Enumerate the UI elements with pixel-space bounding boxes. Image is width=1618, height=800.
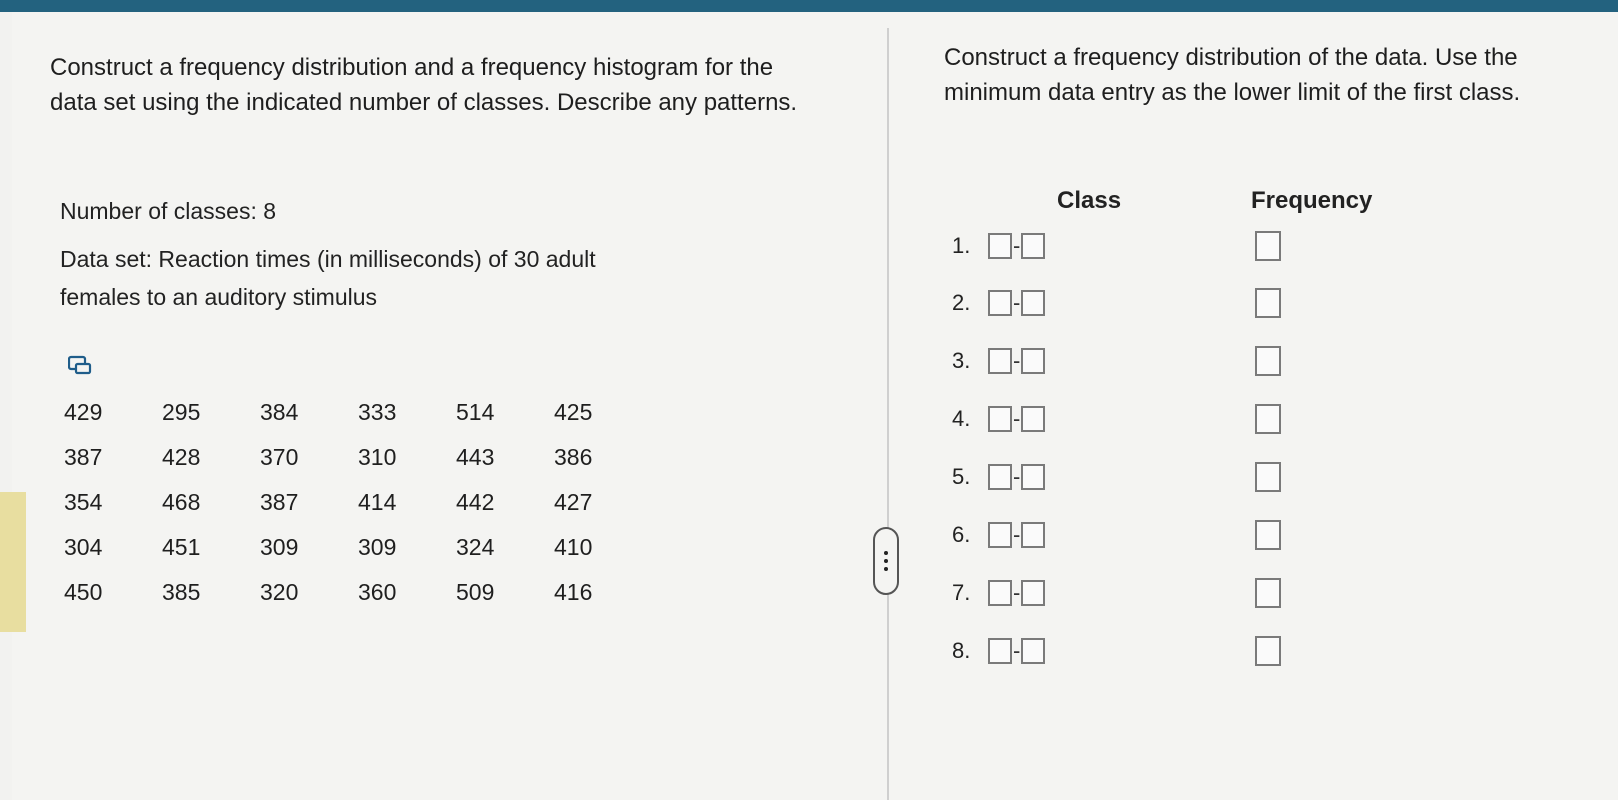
- class-upper-limit-input[interactable]: [1021, 406, 1045, 432]
- data-value: 310: [358, 444, 397, 470]
- copy-icon[interactable]: [68, 355, 92, 375]
- class-upper-limit-input[interactable]: [1021, 638, 1045, 664]
- data-row: [64, 525, 652, 570]
- data-value: 451: [162, 534, 201, 560]
- class-lower-limit-input[interactable]: [988, 406, 1012, 432]
- data-value: 468: [162, 489, 201, 515]
- data-value: 427: [554, 489, 593, 515]
- class-row-number: 6.: [952, 522, 971, 547]
- class-upper-limit-input[interactable]: [1021, 290, 1045, 316]
- class-column-header: Class: [1057, 187, 1122, 214]
- data-value: 429: [64, 399, 103, 425]
- data-value: 309: [358, 534, 397, 560]
- data-value: 428: [162, 444, 201, 470]
- data-row: [64, 570, 652, 615]
- data-value: 386: [554, 444, 593, 470]
- data-row: [64, 435, 652, 480]
- class-row-number: 7.: [952, 580, 971, 605]
- data-value: 509: [456, 579, 495, 605]
- class-lower-limit-input[interactable]: [988, 580, 1012, 606]
- answer-instructions: Construct a frequency distribution of the data. Use the minimum data entry as the lower limit of the first class.: [944, 44, 1521, 106]
- class-row-number: 4.: [952, 406, 971, 431]
- data-value: 387: [260, 489, 299, 515]
- frequency-input[interactable]: [1255, 636, 1281, 666]
- class-lower-limit-input[interactable]: [988, 348, 1012, 374]
- class-upper-limit-input[interactable]: [1021, 348, 1045, 374]
- frequency-input[interactable]: [1255, 231, 1281, 261]
- data-value: 354: [64, 489, 103, 515]
- data-table: [64, 390, 652, 615]
- frequency-input[interactable]: [1255, 404, 1281, 434]
- question-instructions: Construct a frequency distribution and a frequency histogram for the data set using the indicated number of classes. Describe any patterns.: [50, 54, 798, 116]
- class-row: [952, 578, 1045, 608]
- class-range-dash: -: [1013, 406, 1021, 431]
- class-range-dash: -: [1013, 233, 1021, 258]
- class-row: [952, 520, 1045, 550]
- class-row: [952, 404, 1045, 434]
- data-value: 425: [554, 399, 593, 425]
- data-value: 385: [162, 579, 201, 605]
- data-set-description: Data set: Reaction times (in milliseconds) of 30 adult females to an auditory stimulus: [60, 246, 596, 310]
- class-lower-limit-input[interactable]: [988, 233, 1012, 259]
- data-value: 443: [456, 444, 495, 470]
- frequency-input[interactable]: [1255, 578, 1281, 608]
- class-row: [952, 288, 1045, 318]
- frequency-input[interactable]: [1255, 520, 1281, 550]
- data-value: 370: [260, 444, 299, 470]
- panel-resize-handle[interactable]: [873, 527, 899, 595]
- class-row-number: 1.: [952, 233, 971, 258]
- class-lower-limit-input[interactable]: [988, 638, 1012, 664]
- class-range-dash: -: [1013, 580, 1021, 605]
- data-value: 309: [260, 534, 299, 560]
- class-lower-limit-input[interactable]: [988, 290, 1012, 316]
- data-value: 360: [358, 579, 397, 605]
- class-range-dash: -: [1013, 522, 1021, 547]
- class-range-dash: -: [1013, 290, 1021, 315]
- class-upper-limit-input[interactable]: [1021, 522, 1045, 548]
- class-lower-limit-input[interactable]: [988, 522, 1012, 548]
- data-value: 320: [260, 579, 299, 605]
- data-value: 450: [64, 579, 103, 605]
- data-row: [64, 480, 652, 525]
- number-of-classes: Number of classes: 8: [60, 198, 277, 224]
- class-row: [952, 231, 1045, 261]
- class-row-number: 2.: [952, 290, 971, 315]
- panel-divider: [887, 28, 889, 800]
- class-row: [952, 636, 1045, 666]
- class-row: [952, 346, 1045, 376]
- class-upper-limit-input[interactable]: [1021, 464, 1045, 490]
- data-value: 304: [64, 534, 103, 560]
- data-value: 514: [456, 399, 495, 425]
- class-row-number: 3.: [952, 348, 971, 373]
- class-upper-limit-input[interactable]: [1021, 233, 1045, 259]
- data-value: 410: [554, 534, 593, 560]
- class-row-number: 8.: [952, 638, 971, 663]
- data-value: 333: [358, 399, 397, 425]
- frequency-input[interactable]: [1255, 462, 1281, 492]
- data-value: 414: [358, 489, 397, 515]
- frequency-column-header: Frequency: [1251, 187, 1373, 214]
- data-value: 387: [64, 444, 103, 470]
- class-range-dash: -: [1013, 464, 1021, 489]
- vertical-dots-icon: [884, 549, 888, 573]
- data-value: 384: [260, 399, 299, 425]
- frequency-input[interactable]: [1255, 288, 1281, 318]
- class-range-dash: -: [1013, 348, 1021, 373]
- frequency-input[interactable]: [1255, 346, 1281, 376]
- data-value: 442: [456, 489, 495, 515]
- class-row-number: 5.: [952, 464, 971, 489]
- class-upper-limit-input[interactable]: [1021, 580, 1045, 606]
- class-row: [952, 462, 1045, 492]
- data-row: [64, 390, 652, 435]
- data-value: 295: [162, 399, 201, 425]
- class-lower-limit-input[interactable]: [988, 464, 1012, 490]
- data-value: 416: [554, 579, 593, 605]
- class-range-dash: -: [1013, 638, 1021, 663]
- data-value: 324: [456, 534, 495, 560]
